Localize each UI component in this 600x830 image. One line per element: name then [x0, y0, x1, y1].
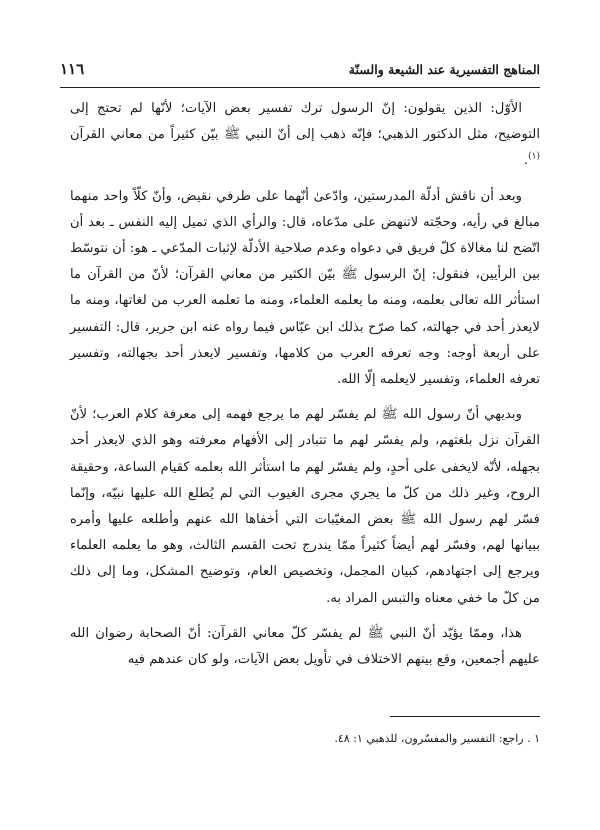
- body-text: [70, 96, 540, 682]
- footnote: ١ . راجع: التفسير والمفسّرون، للذهبي ١: ٤٨.: [334, 732, 540, 745]
- footnote-rule: [390, 716, 540, 717]
- paragraph-3: وبديهي أنّ رسول الله ﷺ لم يفسّر لهم ما يرجع فهمه إلى معرفة كلام العرب؛ لأنّ القرآن نزل بلغتهم، ولم يفسّر لهم ما تتبادر إلى الأفهام معرفته وهو الذي لايعذر أحد بجهله، لأنّه لايخفى على أحدٍ، ولم يفسّر لهم ما استأثر الله بعلمه كقيام الساعة، وحقيقة الروح، وغير ذلك من كلّ ما يجري مجرى الغيوب التي لم يُطلع الله عليها نبيّه، وإنّما فسّر لهم رسول الله ﷺ بعض المغيّبات التي أخفاها الله عنهم وأطلعه عليها وأمره ببيانها لهم، وفسّر لهم أيضاً كثيراً ممّا يندرج تحت القسم الثالث، وهو ما يعلمه العلماء ويرجع إلى اجتهادهم، كبيان المجمل، وتخصيص العام، وتوضيح المشكل، وما إلى ذلك من كلّ ما خفي معناه والتبس المراد به.: [70, 407, 540, 606]
- header-title: المناهج التفسيرية عند الشيعة والسنّة: [348, 62, 540, 77]
- paragraph-2: وبعد أن ناقش أدلّة المدرستين، وادّعىٰ أنّهما على طرفي نقيض، وأنّ كلّاً واحد منهما مبالغ في رأيه، وحجّته لاتنهض على مدّعاه، قال: والرأي الذي تميل إليه النفس ـ بعد أن اتّضح لنا مغالاة كلّ فريق في دعواه وعدم صلاحية الأدلّة لإثبات المدّعي ـ هو: أن نتوسّط بين الرأيين، فنقول: إنّ الرسول ﷺ بيّن الكثير من معاني القرآن؛ لأنّ من القرآن ما استأثر الله تعالى بعلمه، ومنه ما يعلمه العلماء، ومنه ما تعلمه العرب من لغاتها، ومنه ما لايعذر أحد في جهالته، كما صرّح بذلك ابن عبّاس فيما رواه عنه ابن جرير، قال: التفسير على أربعة أوجه: وجه تعرفه العرب من كلامها، وتفسير لايعذر أحد بجهالته، وتفسير تعرفه العلماء، وتفسير لايعلمه إلّا الله.: [70, 188, 540, 388]
- paragraph-1-text: الأوّل: الذين يقولون: إنّ الرسول ترك تفسير بعض الآيات؛ لأنّها لم تحتج إلى التوضيح، مثل الدكتور الذهبي؛ فإنّه ذهب إلى أنّ النبي ﷺ بيّن كثيراً من معاني القرآن: [70, 101, 540, 143]
- paragraph-1-end: .: [523, 153, 529, 169]
- running-header: [60, 60, 540, 86]
- header-rule: [60, 87, 540, 88]
- paragraph-4: هذا، وممّا يؤيّد أنّ النبي ﷺ لم يفسّر كلّ معاني القرآن: أنّ الصحابة رضوان الله عليهم أجمعين، وقع بينهم الاختلاف في تأويل بعض الآيات، ولو كان عندهم فيه: [70, 625, 540, 668]
- page-number: ١١٦: [60, 60, 85, 78]
- footnote-marker: (١): [528, 152, 540, 163]
- paragraph-1: [70, 96, 540, 175]
